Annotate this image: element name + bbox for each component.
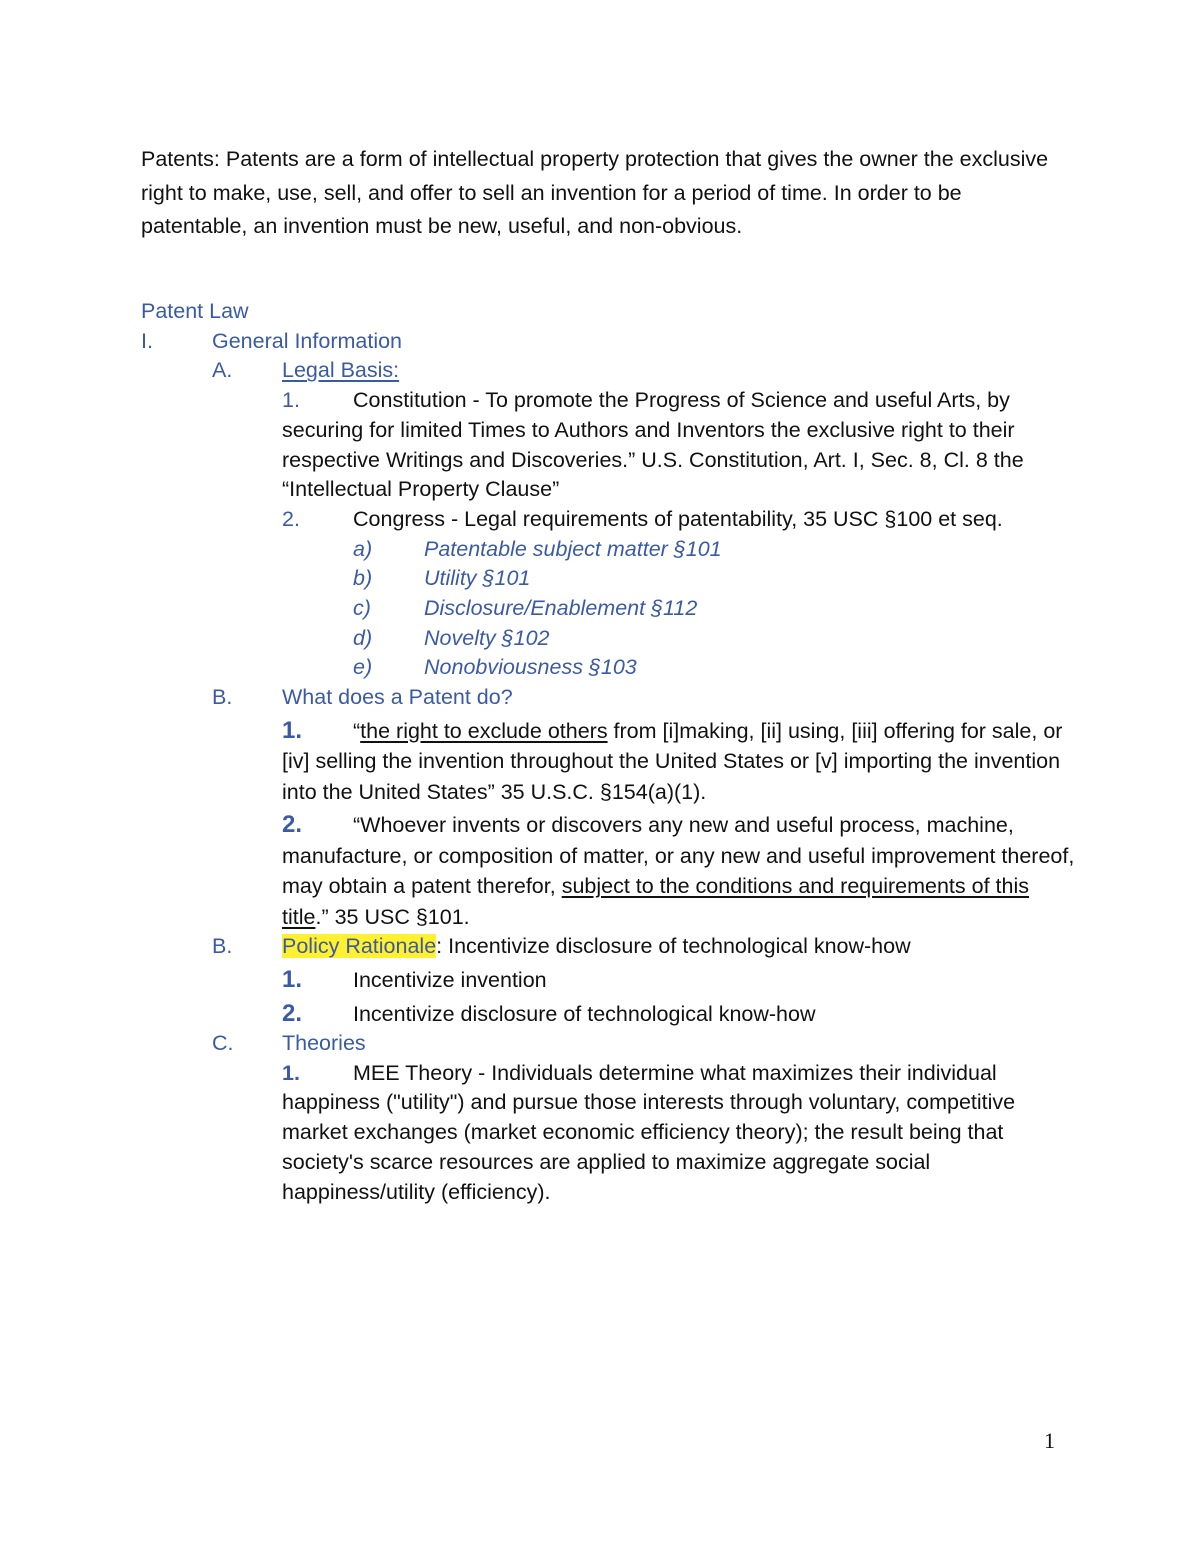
item-text: Congress - Legal requirements of patentability, 35 USC §100 et seq. — [353, 506, 1003, 531]
item-marker: 1. — [282, 1060, 300, 1085]
list-item — [141, 999, 1081, 1030]
section-general-information — [141, 327, 1081, 357]
quote-mark: “ — [353, 718, 361, 743]
list-item — [141, 716, 1081, 808]
subsection-marker: A. — [212, 358, 233, 383]
subsection-theories — [141, 1029, 1081, 1059]
list-item — [141, 810, 1081, 932]
list-item — [141, 386, 1081, 505]
subsection-label: Theories — [282, 1031, 366, 1056]
subitem-text: Patentable subject matter §101 — [424, 536, 722, 561]
item-marker: 2. — [282, 506, 300, 531]
subsection-label: What does a Patent do? — [282, 685, 513, 710]
page-number: 1 — [1044, 1428, 1055, 1453]
subsection-rest: : Incentivize disclosure of technological know-how — [436, 934, 911, 959]
list-subitem — [141, 624, 1081, 654]
list-item — [141, 965, 1081, 996]
item-tail: .” 35 USC §101. — [315, 904, 470, 929]
item-text: MEE Theory - Individuals determine what maximizes their individual happiness ("utility") and pursue those interests through voluntary, competitive market exchanges (market economic efficiency theory); the result being that society's scarce resources are applied to maximize aggregate social happiness/utility (efficiency). — [282, 1060, 1016, 1204]
item-text: Incentivize invention — [353, 968, 547, 993]
subitem-text: Novelty §102 — [424, 625, 550, 650]
item-marker: 2. — [282, 811, 303, 839]
list-subitem — [141, 564, 1081, 594]
item-marker: 1. — [282, 388, 300, 413]
subitem-marker: c) — [353, 596, 371, 621]
item-marker: 2. — [282, 999, 303, 1027]
list-item — [141, 1059, 1081, 1208]
outline-title: Patent Law — [141, 299, 249, 323]
underlined-phrase: subject to the conditions and requirements of this title — [282, 874, 1029, 929]
list-item — [141, 505, 1081, 535]
section-label: General Information — [212, 328, 403, 353]
item-text — [282, 716, 1081, 808]
list-subitem — [141, 594, 1081, 624]
subitem-text: Utility §101 — [424, 566, 531, 591]
section-marker: I. — [141, 328, 153, 353]
highlighted-phrase: Policy Rationale — [282, 934, 437, 959]
list-subitem — [141, 535, 1081, 565]
subitem-text: Nonobviousness §103 — [424, 655, 637, 680]
underlined-phrase: the right to exclude others — [360, 718, 608, 743]
subsection-marker: C. — [212, 1031, 234, 1056]
item-text: Constitution - To promote the Progress of Science and useful Arts, by securing for limited Times to Authors and Inventors the exclusive right to their respective Writings and Discoveries.” U.S. Constitution, Art. I, Sec. 8, Cl. 8 the “Intellectual Property Clause” — [282, 388, 1024, 502]
subitem-marker: e) — [353, 655, 373, 680]
subsection-policy-rationale — [141, 932, 1081, 962]
subsection-marker: B. — [212, 685, 233, 710]
item-rest: from [i]making, [ii] using, [iii] offering for sale, or [iv] selling the invention throughout the United States or [v] importing the invention into the United States” 35 U.S.C. §154(a)(1). — [282, 718, 1063, 804]
subsection-what-patent-does — [141, 683, 1081, 713]
item-marker: 1. — [282, 716, 303, 744]
subsection-marker: B. — [212, 934, 233, 959]
item-text: Incentivize disclosure of technological know-how — [353, 1001, 816, 1026]
subitem-text: Disclosure/Enablement §112 — [424, 596, 698, 621]
subsection-label: Legal Basis: — [282, 358, 400, 383]
subitem-marker: a) — [353, 536, 373, 561]
item-lead: “Whoever invents or discovers any new and useful process, machine, manufacture, or composition of matter, or any new and useful improvement thereof, may obtain a patent therefor, — [282, 813, 1075, 899]
outline — [141, 297, 1081, 1207]
subsection-label — [282, 932, 1081, 962]
subitem-marker: d) — [353, 625, 373, 650]
subsection-legal-basis — [141, 356, 1081, 386]
list-subitem — [141, 653, 1081, 683]
subitem-marker: b) — [353, 566, 373, 591]
intro-paragraph: Patents: Patents are a form of intellectual property protection that gives the owner the exclusive right to make, use, sell, and offer to sell an invention for a period of time. In order to be patentable, an invention must be new, useful, and non-obvious. — [141, 147, 1049, 238]
item-text — [282, 810, 1081, 932]
item-marker: 1. — [282, 966, 303, 994]
